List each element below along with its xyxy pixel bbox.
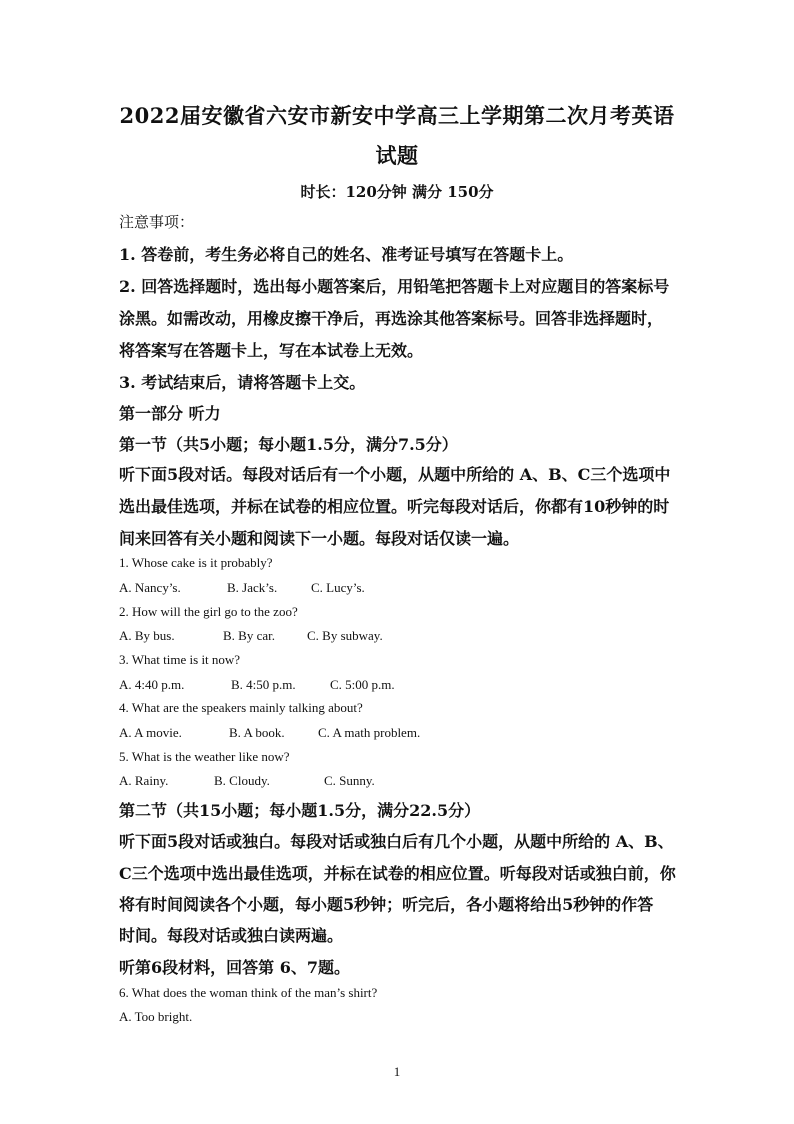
exam-duration-score: 时长：120分钟 满分 150分 [300,183,494,201]
question-6: 6. What does the woman think of the man’s shirt? [119,985,378,1000]
option-a: A. 4:40 p.m. [119,677,185,692]
section-1-instruction-line-3: 间来回答有关小题和阅读下一小题。每段对话仅读一遍。 [119,529,520,548]
option-b: B. A book. [229,725,285,740]
notice-item-2-line-3: 将答案写在答题卡上，写在本试卷上无效。 [119,341,424,360]
question-4-options [119,725,679,741]
option-a: A. A movie. [119,725,182,740]
option-b: B. Jack’s. [227,580,278,595]
material-6-heading: 听第6段材料，回答第 6、7题。 [119,958,350,977]
option-c: C. By subway. [307,628,383,643]
question-5: 5. What is the weather like now? [119,749,290,764]
section-1-instruction-line-1: 听下面5段对话。每段对话后有一个小题，从题中所给的 A、B、C三个选项中 [119,465,671,484]
title-line-2: 试题 [375,143,419,168]
option-a: A. By bus. [119,628,175,643]
notice-item-3: 3. 考试结束后，请将答题卡上交。 [119,373,366,392]
notice-heading: 注意事项： [119,213,195,231]
option-c: C. A math problem. [318,725,421,740]
section-2-instruction-line-3: 将有时间阅读各个小题，每小题5秒钟；听完后，各小题将给出5秒钟的作答 [119,895,654,914]
title-line-1: 2022届安徽省六安市新安中学高三上学期第二次月考英语 [119,103,675,128]
question-1: 1. Whose cake is it probably? [119,555,273,570]
question-4: 4. What are the speakers mainly talking about? [119,700,363,715]
question-1-options [119,580,679,596]
question-2: 2. How will the girl go to the zoo? [119,604,298,619]
option-b: B. 4:50 p.m. [231,677,296,692]
question-3: 3. What time is it now? [119,652,241,667]
notice-item-2-line-1: 2. 回答选择题时，选出每小题答案后，用铅笔把答题卡上对应题目的答案标号 [119,277,670,296]
part-1-heading: 第一部分 听力 [119,404,221,423]
option-b: B. Cloudy. [214,773,270,788]
question-6-option-a: A. Too bright. [119,1009,193,1024]
page-number: 1 [393,1064,401,1079]
question-3-options [119,677,679,693]
section-2-instruction-line-4: 时间。每段对话或独白读两遍。 [119,926,344,945]
section-1-instruction-line-2: 选出最佳选项，并标在试卷的相应位置。听完每段对话后，你都有10秒钟的时 [119,497,670,516]
option-c: C. 5:00 p.m. [330,677,395,692]
question-5-options [119,773,679,789]
question-2-options [119,628,679,644]
option-b: B. By car. [223,628,275,643]
option-a: A. Nancy’s. [119,580,181,595]
section-2-instruction-line-1: 听下面5段对话或独白。每段对话或独白后有几个小题，从题中所给的 A、B、 [119,832,674,851]
notice-item-2-line-2: 涂黑。如需改动，用橡皮擦干净后，再选涂其他答案标号。回答非选择题时， [119,309,664,328]
notice-item-1: 1. 答卷前，考生务必将自己的姓名、准考证号填写在答题卡上。 [119,245,574,264]
section-1-heading: 第一节（共5小题；每小题1.5分，满分7.5分） [119,435,458,454]
section-2-instruction-line-2: C三个选项中选出最佳选项，并标在试卷的相应位置。听每段对话或独白前，你 [119,864,676,883]
section-2-heading: 第二节（共15小题；每小题1.5分，满分22.5分） [119,801,481,820]
option-a: A. Rainy. [119,773,169,788]
option-c: C. Lucy’s. [311,580,365,595]
option-c: C. Sunny. [324,773,375,788]
